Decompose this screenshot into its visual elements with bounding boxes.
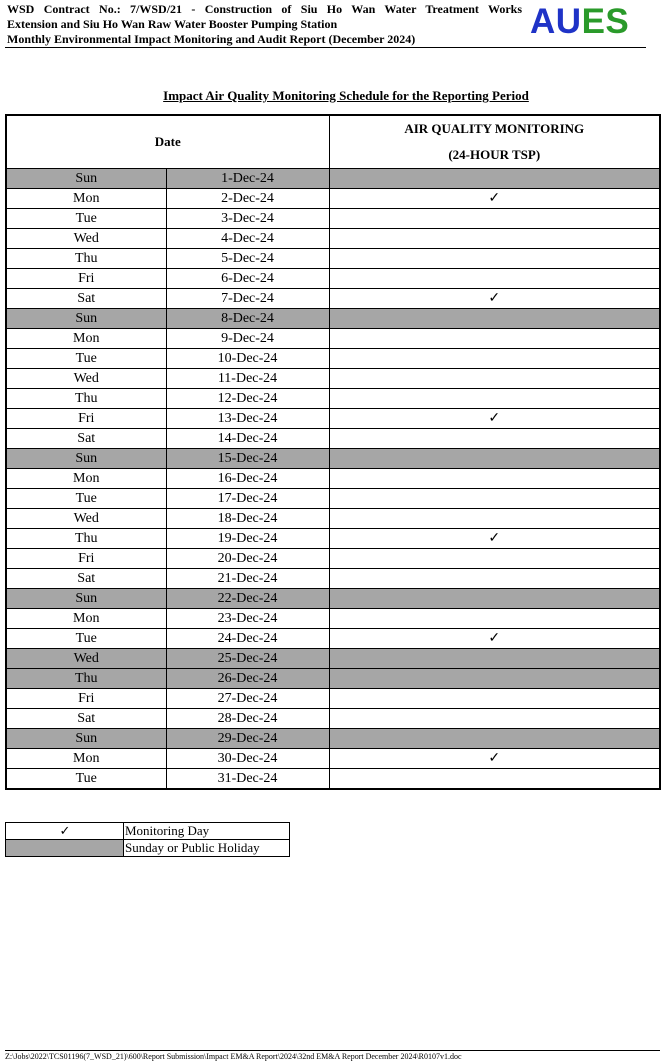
schedule-body: [6, 169, 660, 790]
date-cell: 30-Dec-24: [166, 749, 329, 769]
monitoring-check-icon: ✓: [329, 189, 660, 209]
day-cell: Thu: [6, 249, 166, 269]
schedule-row: [6, 749, 660, 769]
monitoring-cell: [329, 549, 660, 569]
legend-table: [5, 822, 290, 857]
date-cell: 9-Dec-24: [166, 329, 329, 349]
schedule-row: [6, 189, 660, 209]
date-cell: 7-Dec-24: [166, 289, 329, 309]
monitoring-check-icon: ✓: [329, 289, 660, 309]
date-cell: 5-Dec-24: [166, 249, 329, 269]
schedule-row: [6, 169, 660, 189]
schedule-row: [6, 729, 660, 749]
monitoring-check-icon: ✓: [329, 749, 660, 769]
date-cell: 14-Dec-24: [166, 429, 329, 449]
schedule-row: [6, 349, 660, 369]
date-cell: 25-Dec-24: [166, 649, 329, 669]
legend-row-monitoring: [6, 823, 290, 840]
monitoring-cell: [329, 389, 660, 409]
date-cell: 4-Dec-24: [166, 229, 329, 249]
schedule-row: [6, 669, 660, 689]
header-contract-line: WSD Contract No.: 7/WSD/21 - Construction of Siu Ho Wan Water Treatment Works: [7, 2, 522, 16]
monitoring-cell: [329, 449, 660, 469]
day-cell: Thu: [6, 529, 166, 549]
monitoring-cell: [329, 489, 660, 509]
day-cell: Fri: [6, 689, 166, 709]
monitoring-check-icon: ✓: [329, 409, 660, 429]
date-cell: 13-Dec-24: [166, 409, 329, 429]
legend-holiday-swatch: [6, 840, 124, 857]
day-cell: Thu: [6, 389, 166, 409]
date-cell: 2-Dec-24: [166, 189, 329, 209]
day-cell: Wed: [6, 509, 166, 529]
day-cell: Tue: [6, 769, 166, 790]
monitoring-cell: [329, 609, 660, 629]
date-cell: 16-Dec-24: [166, 469, 329, 489]
monitoring-cell: [329, 649, 660, 669]
date-cell: 18-Dec-24: [166, 509, 329, 529]
day-cell: Wed: [6, 369, 166, 389]
schedule-row: [6, 429, 660, 449]
schedule-row: [6, 249, 660, 269]
legend-monitoring-label: Monitoring Day: [124, 823, 290, 840]
date-cell: 31-Dec-24: [166, 769, 329, 790]
schedule-row: [6, 569, 660, 589]
schedule-row: [6, 589, 660, 609]
monitoring-cell: [329, 509, 660, 529]
schedule-row: [6, 269, 660, 289]
schedule-row: [6, 389, 660, 409]
date-cell: 11-Dec-24: [166, 369, 329, 389]
schedule-row: [6, 709, 660, 729]
schedule-row: [6, 369, 660, 389]
schedule-row: [6, 509, 660, 529]
footer-file-path: Z:\Jobs\2022\TCS01196(7_WSD_21)\600\Report Submission\Impact EM&A Report\2024\32nd EM&A Report December 2024\R0107v1.doc: [5, 1050, 660, 1062]
schedule-row: [6, 229, 660, 249]
day-cell: Mon: [6, 469, 166, 489]
day-cell: Wed: [6, 229, 166, 249]
date-cell: 1-Dec-24: [166, 169, 329, 189]
day-cell: Mon: [6, 189, 166, 209]
day-cell: Mon: [6, 749, 166, 769]
schedule-title: Impact Air Quality Monitoring Schedule for the Reporting Period: [163, 88, 529, 103]
monitoring-cell: [329, 669, 660, 689]
date-cell: 17-Dec-24: [166, 489, 329, 509]
logo-text-es: ES: [581, 2, 630, 41]
day-cell: Tue: [6, 349, 166, 369]
monitoring-cell: [329, 329, 660, 349]
schedule-row: [6, 209, 660, 229]
day-cell: Fri: [6, 269, 166, 289]
date-cell: 29-Dec-24: [166, 729, 329, 749]
schedule-row: [6, 409, 660, 429]
legend-holiday-label: Sunday or Public Holiday: [124, 840, 290, 857]
date-cell: 27-Dec-24: [166, 689, 329, 709]
schedule-row: [6, 629, 660, 649]
monitoring-cell: [329, 309, 660, 329]
monitoring-schedule-table: [5, 114, 661, 790]
day-cell: Sun: [6, 449, 166, 469]
monitoring-column-header: [329, 115, 660, 169]
date-cell: 15-Dec-24: [166, 449, 329, 469]
aues-logo: [530, 2, 629, 42]
date-cell: 3-Dec-24: [166, 209, 329, 229]
report-header: [7, 2, 522, 47]
day-cell: Sun: [6, 589, 166, 609]
day-cell: Sat: [6, 709, 166, 729]
day-cell: Sat: [6, 569, 166, 589]
header-divider: [5, 47, 646, 48]
day-cell: Fri: [6, 409, 166, 429]
day-cell: Fri: [6, 549, 166, 569]
monitoring-cell: [329, 769, 660, 790]
date-cell: 24-Dec-24: [166, 629, 329, 649]
schedule-row: [6, 769, 660, 790]
monitoring-header-line1: AIR QUALITY MONITORING: [404, 121, 585, 136]
monitoring-cell: [329, 209, 660, 229]
date-cell: 19-Dec-24: [166, 529, 329, 549]
date-column-header: Date: [6, 115, 329, 169]
schedule-row: [6, 449, 660, 469]
monitoring-cell: [329, 569, 660, 589]
monitoring-cell: [329, 729, 660, 749]
day-cell: Mon: [6, 609, 166, 629]
day-cell: Sun: [6, 169, 166, 189]
date-cell: 26-Dec-24: [166, 669, 329, 689]
schedule-row: [6, 329, 660, 349]
date-cell: 10-Dec-24: [166, 349, 329, 369]
date-cell: 28-Dec-24: [166, 709, 329, 729]
header-project-line: Extension and Siu Ho Wan Raw Water Booster Pumping Station: [7, 17, 338, 31]
header-report-line: Monthly Environmental Impact Monitoring and Audit Report (December 2024): [7, 32, 416, 46]
monitoring-cell: [329, 269, 660, 289]
date-cell: 21-Dec-24: [166, 569, 329, 589]
monitoring-cell: [329, 369, 660, 389]
monitoring-cell: [329, 249, 660, 269]
schedule-row: [6, 289, 660, 309]
schedule-row: [6, 549, 660, 569]
day-cell: Tue: [6, 629, 166, 649]
day-cell: Sun: [6, 729, 166, 749]
monitoring-cell: [329, 689, 660, 709]
monitoring-cell: [329, 589, 660, 609]
schedule-row: [6, 529, 660, 549]
logo-text-au: AU: [530, 2, 582, 41]
monitoring-cell: [329, 349, 660, 369]
date-cell: 20-Dec-24: [166, 549, 329, 569]
schedule-row: [6, 469, 660, 489]
monitoring-check-icon: ✓: [329, 629, 660, 649]
monitoring-cell: [329, 229, 660, 249]
day-cell: Sat: [6, 289, 166, 309]
monitoring-header-line2: (24-HOUR TSP): [448, 147, 541, 162]
day-cell: Wed: [6, 649, 166, 669]
monitoring-cell: [329, 469, 660, 489]
date-cell: 23-Dec-24: [166, 609, 329, 629]
day-cell: Sun: [6, 309, 166, 329]
schedule-row: [6, 689, 660, 709]
date-cell: 22-Dec-24: [166, 589, 329, 609]
legend-check-icon: ✓: [6, 823, 124, 840]
schedule-row: [6, 489, 660, 509]
schedule-row: [6, 309, 660, 329]
day-cell: Mon: [6, 329, 166, 349]
date-cell: 12-Dec-24: [166, 389, 329, 409]
schedule-row: [6, 649, 660, 669]
date-cell: 6-Dec-24: [166, 269, 329, 289]
monitoring-cell: [329, 429, 660, 449]
date-cell: 8-Dec-24: [166, 309, 329, 329]
monitoring-cell: [329, 709, 660, 729]
day-cell: Tue: [6, 489, 166, 509]
day-cell: Thu: [6, 669, 166, 689]
legend-row-holiday: [6, 840, 290, 857]
schedule-row: [6, 609, 660, 629]
monitoring-cell: [329, 169, 660, 189]
day-cell: Sat: [6, 429, 166, 449]
day-cell: Tue: [6, 209, 166, 229]
monitoring-check-icon: ✓: [329, 529, 660, 549]
